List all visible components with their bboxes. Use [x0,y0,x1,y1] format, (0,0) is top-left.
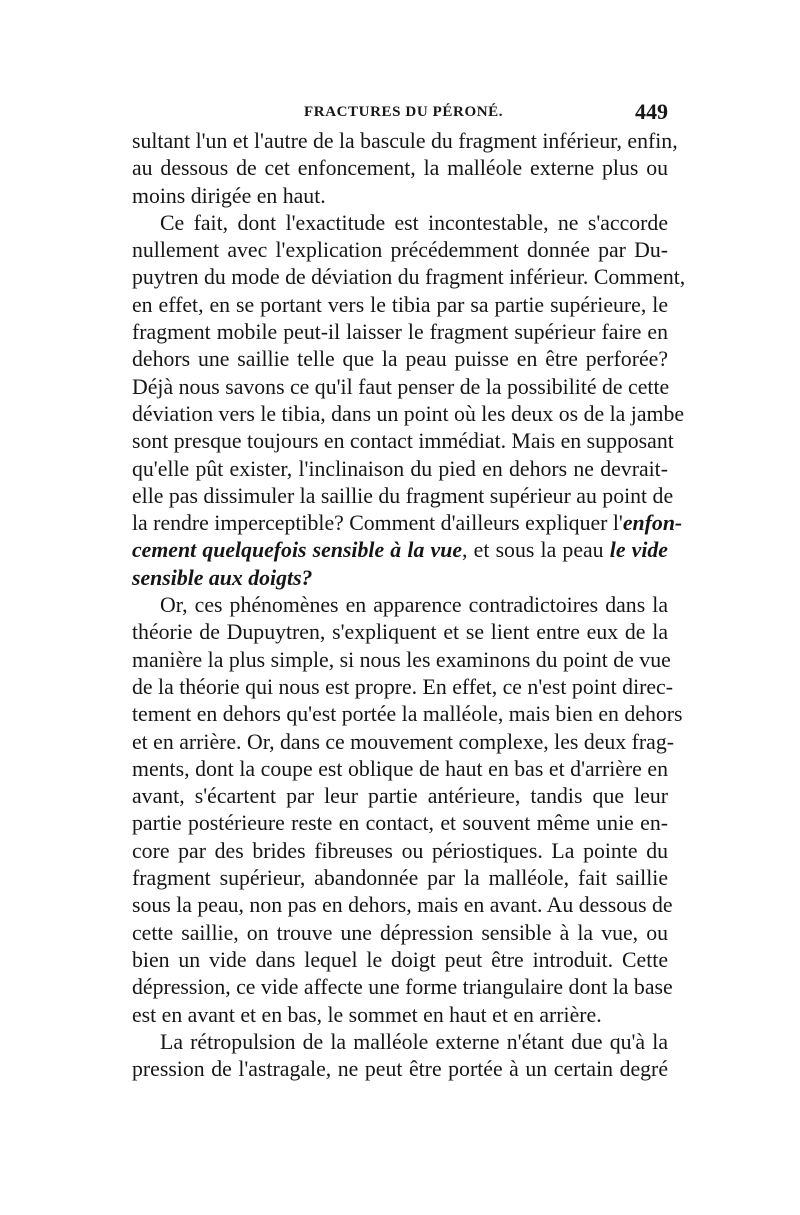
text-line: nullement avec l'explication précédemment donnée par Du- [132,238,668,263]
paragraph [132,1029,668,1084]
italic-run: sensible aux doigts? [132,565,313,590]
text-line: Ce fait, dont l'exactitude est incontestable, ne s'accorde [160,210,668,235]
text-line: tement en dehors qu'est portée la malléole, mais bien en dehors [132,702,683,727]
text-line: Or, ces phénomènes en apparence contradictoires dans la [160,593,668,618]
text-line: dehors une saillie telle que la peau puisse en être perforée? [132,347,668,372]
text-line: manière la plus simple, si nous les examinons du point de vue [132,647,671,672]
italic-run: le vide [609,538,668,563]
text-run: , et sous la peau [462,538,610,563]
text-line [132,565,668,592]
text-line: au dessous de cet enfoncement, la malléole externe plus ou [132,156,668,181]
body-text [132,128,686,1083]
text-line: et en arrière. Or, dans ce mouvement complexe, les deux frag- [132,729,674,754]
text-line: elle pas dissimuler la saillie du fragment supérieur au point de [132,483,674,508]
text-line: moins dirigée en haut. [132,183,326,208]
text-line: Déjà nous savons ce qu'il faut penser de la possibilité de cette [132,374,670,399]
text-line [132,537,668,564]
text-line: avant, s'écartent par leur partie antérieure, tandis que leur [132,784,668,809]
running-title: FRACTURES DU PÉRONÉ. [304,104,504,120]
text-line: sous la peau, non pas en dehors, mais en avant. Au dessous de [132,893,673,918]
text-line: sont presque toujours en contact immédiat. Mais en supposant [132,429,674,454]
text-line: partie postérieure reste en contact, et souvent même unie en- [132,811,668,836]
paragraph [132,128,678,210]
text-run: la rendre imperceptible? Comment d'ailleurs expliquer l' [132,511,623,536]
paragraph [132,210,686,592]
italic-run: enfon- [622,511,683,536]
text-line: bien un vide dans lequel le doigt peut être introduit. Cette [132,947,668,972]
text-line: pression de l'astragale, ne peut être portée à un certain degré [132,1057,668,1082]
paragraph [132,592,683,1029]
text-line: de la théorie qui nous est propre. En effet, ce n'est point direc- [132,674,673,699]
page-number: 449 [635,99,668,124]
text-line: qu'elle pût exister, l'inclinaison du pied en dehors ne devrait- [132,456,668,481]
text-line: sultant l'un et l'autre de la bascule du fragment inférieur, enfin, [132,129,678,153]
italic-run: cement quelquefois sensible à la vue [132,538,463,563]
text-line: en effet, en se portant vers le tibia par sa partie supérieure, le [132,292,668,317]
text-line: est en avant et en bas, le sommet en haut et en arrière. [132,1002,602,1027]
text-line: fragment supérieur, abandonnée par la malléole, fait saillie [132,866,668,891]
text-line [132,510,683,537]
text-line: théorie de Dupuytren, s'expliquent et se lient entre eux de la [132,620,668,645]
text-line: ments, dont la coupe est oblique de haut en bas et d'arrière en [132,756,668,781]
text-line: déviation vers le tibia, dans un point où les deux os de la jambe [132,401,685,426]
text-line: La rétropulsion de la malléole externe n'étant due qu'à la [160,1029,668,1054]
text-line: puytren du mode de déviation du fragment inférieur. Comment, [132,265,686,290]
text-line: core par des brides fibreuses ou périostiques. La pointe du [132,838,668,863]
page-header [132,100,668,128]
text-line: cette saillie, on trouve une dépression sensible à la vue, ou [132,920,668,945]
text-line: dépression, ce vide affecte une forme triangulaire dont la base [132,975,673,1000]
text-line: fragment mobile peut-il laisser le fragment supérieur faire en [132,320,668,345]
